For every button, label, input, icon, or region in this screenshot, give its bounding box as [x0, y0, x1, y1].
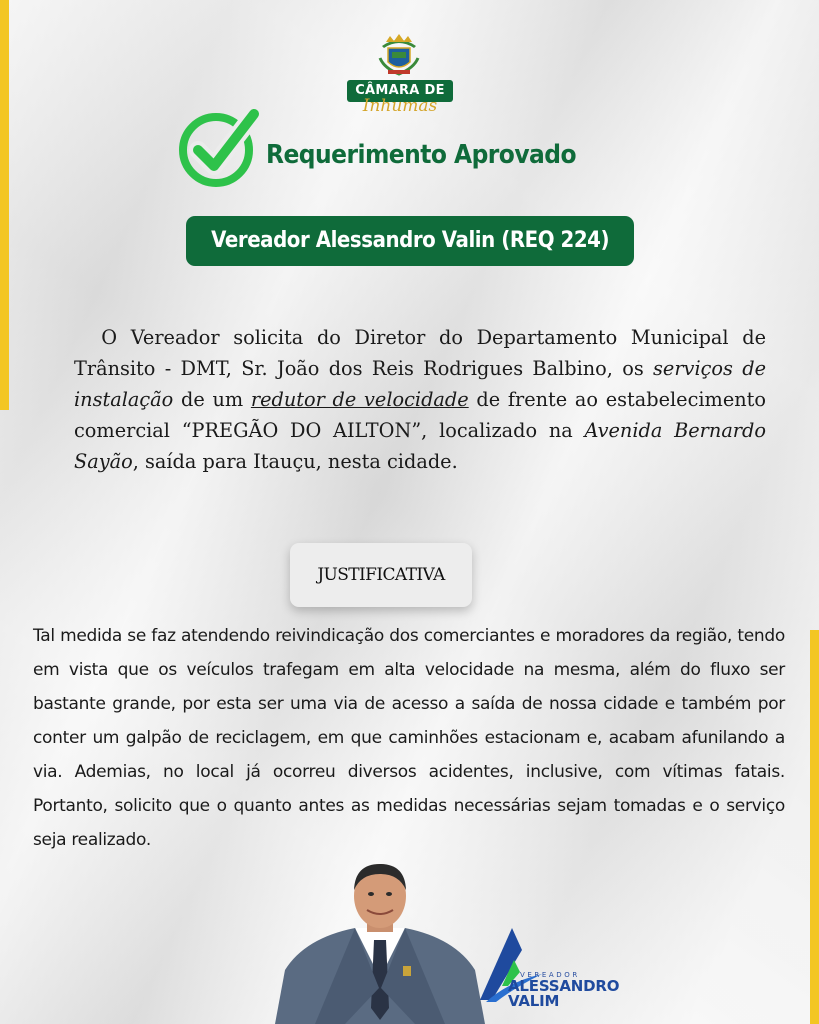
justification-paragraph: Tal medida se faz atendendo reivindicação dos comerciantes e moradores da região, tendo em vista que os veículos trafegam em alta velocidade na mesma, além do fluxo ser bastante grande, por esta ser uma via de acesso a saída de nossa cidade e também por conter um galpão de reciclagem, em que caminhões estacionam e, acabam afunilando a via. Ademias, no local já ocorreu diversos acidentes, inclusive, com vítimas fatais. Portanto, solicito que o quanto antes as medidas necessárias sejam tomadas e o serviço seja realizado.	[33, 626, 785, 850]
page-title: Requerimento Aprovado	[266, 140, 577, 170]
check-icon	[178, 106, 260, 188]
request-text-1: O Vereador solicita do Diretor do Departamento Municipal de Trânsito - DMT, Sr. João dos Reis Rodrigues Balbino, os	[74, 326, 766, 380]
brand-name-line2: VALIM	[508, 992, 560, 1010]
request-text-3: de um	[173, 388, 251, 411]
councilor-badge	[186, 216, 634, 266]
camara-logo	[340, 32, 460, 124]
brand-name-line1: ALESSANDRO	[508, 977, 620, 995]
logo-city-name: Inhumas	[362, 96, 438, 116]
request-paragraph	[74, 322, 766, 477]
justification-heading: JUSTIFICATIVA	[290, 543, 472, 607]
request-avenue: Avenida Bernardo Sayão	[74, 419, 766, 473]
request-services: serviços de instalação	[74, 357, 766, 411]
councilor-photo	[275, 858, 485, 1024]
councilor-brand	[478, 926, 638, 1010]
coat-of-arms-icon	[378, 32, 420, 76]
brand-name	[508, 979, 619, 1009]
left-accent-bar	[0, 0, 9, 410]
right-accent-bar	[810, 630, 819, 1024]
request-text-5: de frente ao estabelecimento comercial “PREGÃO DO AILTON”, localizado na	[74, 388, 767, 442]
logo-label: CÂMARA DE	[347, 80, 453, 102]
councilor-badge-label: Vereador Alessandro Valin (REQ 224)	[210, 228, 609, 253]
brand-subtitle: VEREADOR	[520, 971, 580, 979]
request-speed-reducer: redutor de velocidade	[250, 388, 469, 411]
request-text-7: , saída para Itauçu, nesta cidade.	[132, 450, 458, 473]
